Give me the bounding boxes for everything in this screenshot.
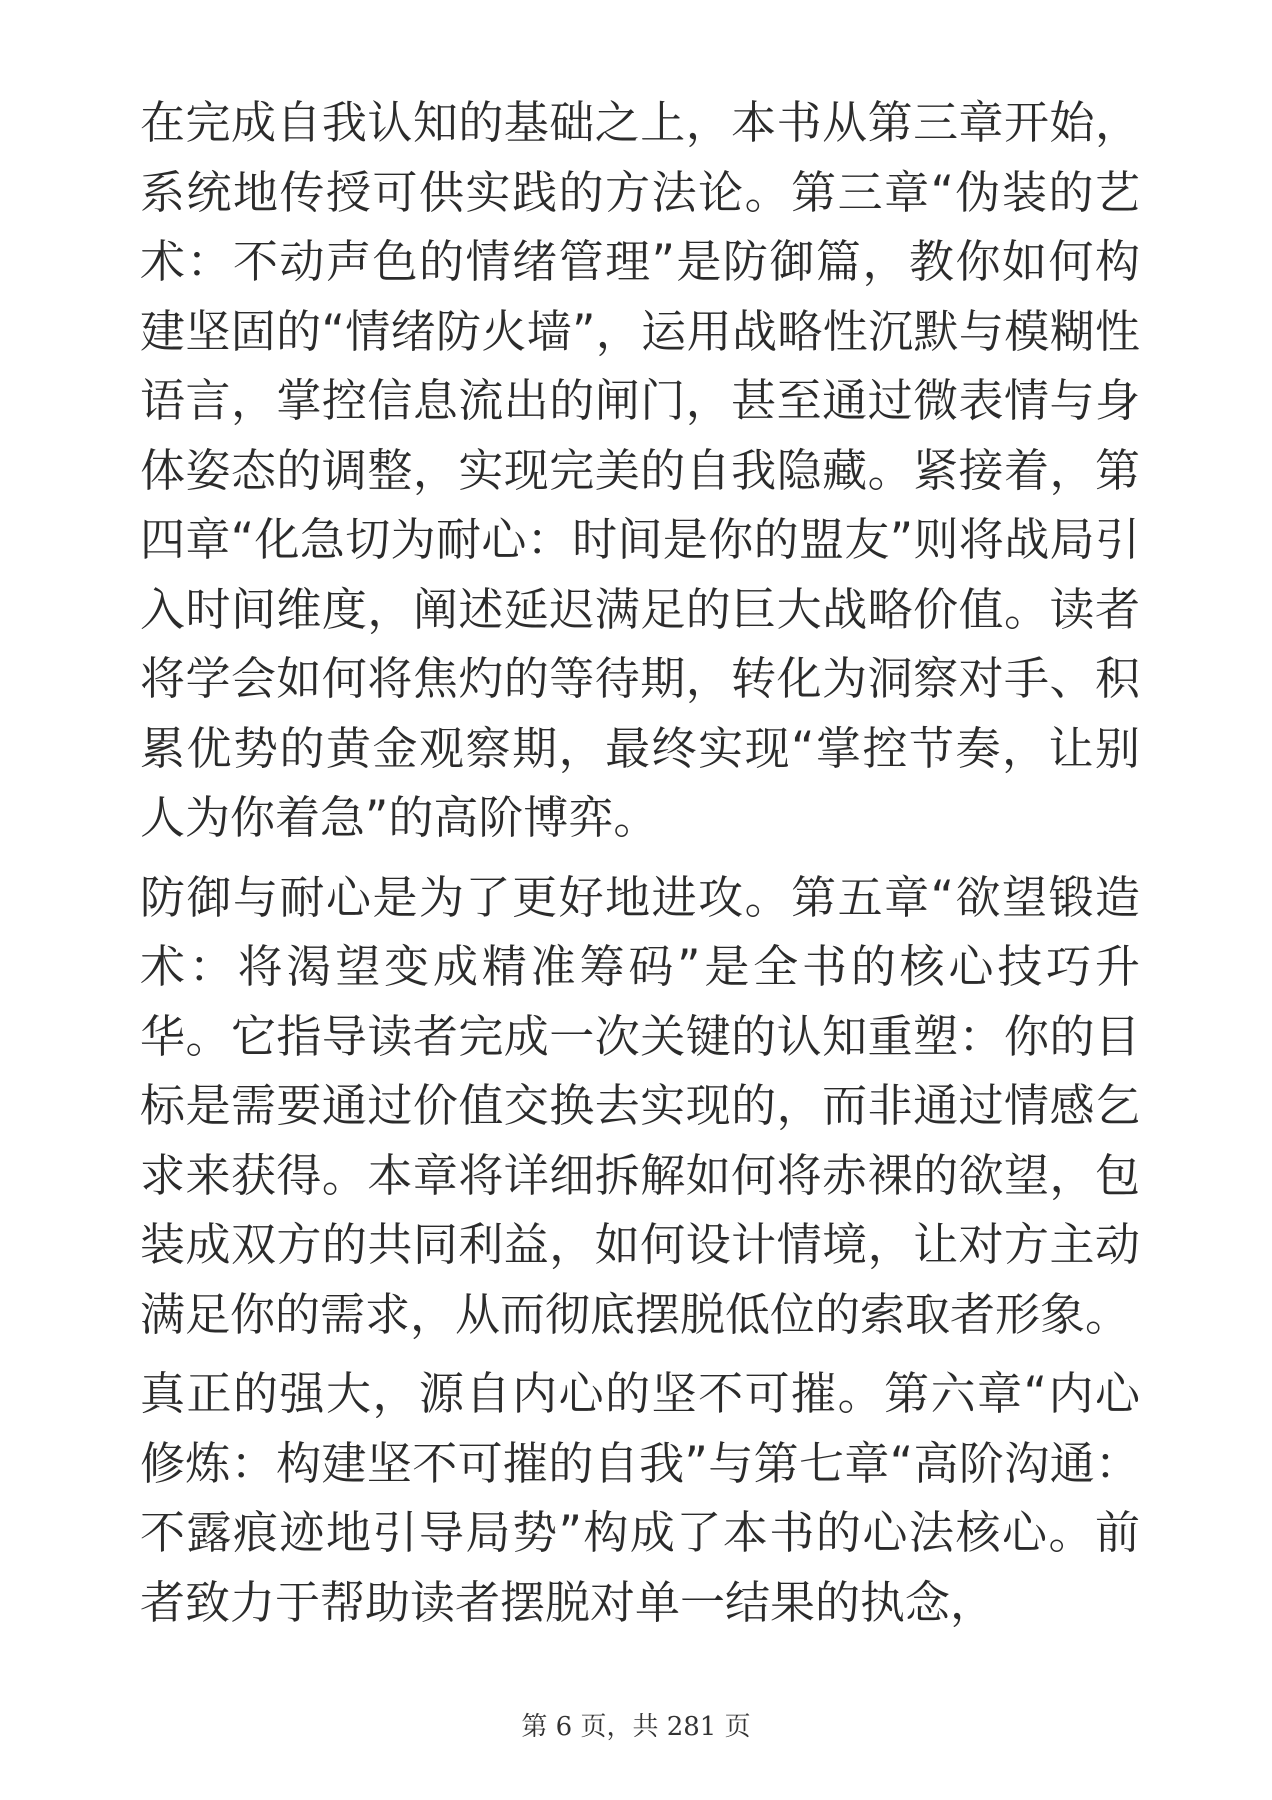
paragraph-3: 真正的强大，源自内心的坚不可摧。第六章“内心修炼：构建坚不可摧的自我”与第七章“高阶沟通：不露痕迹地引导局势”构成了本书的心法核心。前者致力于帮助读者摆脱对单一结果的执念， bbox=[140, 1367, 1140, 1629]
document-body bbox=[140, 88, 1140, 1647]
page-number-footer: 第 6 页，共 281 页 bbox=[521, 1712, 751, 1742]
paragraph-1: 在完成自我认知的基础之上，本书从第三章开始，系统地传授可供实践的方法论。第三章“伪装的艺术：不动声色的情绪管理”是防御篇，教你如何构建坚固的“情绪防火墙”，运用战略性沉默与模糊性语言，掌控信息流出的闸门，甚至通过微表情与身体姿态的调整，实现完美的自我隐藏。紧接着，第四章“化急切为耐心：时间是你的盟友”则将战局引入时间维度，阐述延迟满足的巨大战略价值。读者将学会如何将焦灼的等待期，转化为洞察对手、积累优势的黄金观察期，最终实现“掌控节奏，让别人为你着急”的高阶博弈。 bbox=[140, 96, 1140, 844]
paragraph-2: 防御与耐心是为了更好地进攻。第五章“欲望锻造术：将渴望变成精准筹码”是全书的核心技巧升华。它指导读者完成一次关键的认知重塑：你的目标是需要通过价值交换去实现的，而非通过情感乞求来获得。本章将详细拆解如何将赤裸的欲望，包装成双方的共同利益，如何设计情境，让对方主动满足你的需求，从而彻底摆脱低位的索取者形象。 bbox=[140, 870, 1140, 1341]
